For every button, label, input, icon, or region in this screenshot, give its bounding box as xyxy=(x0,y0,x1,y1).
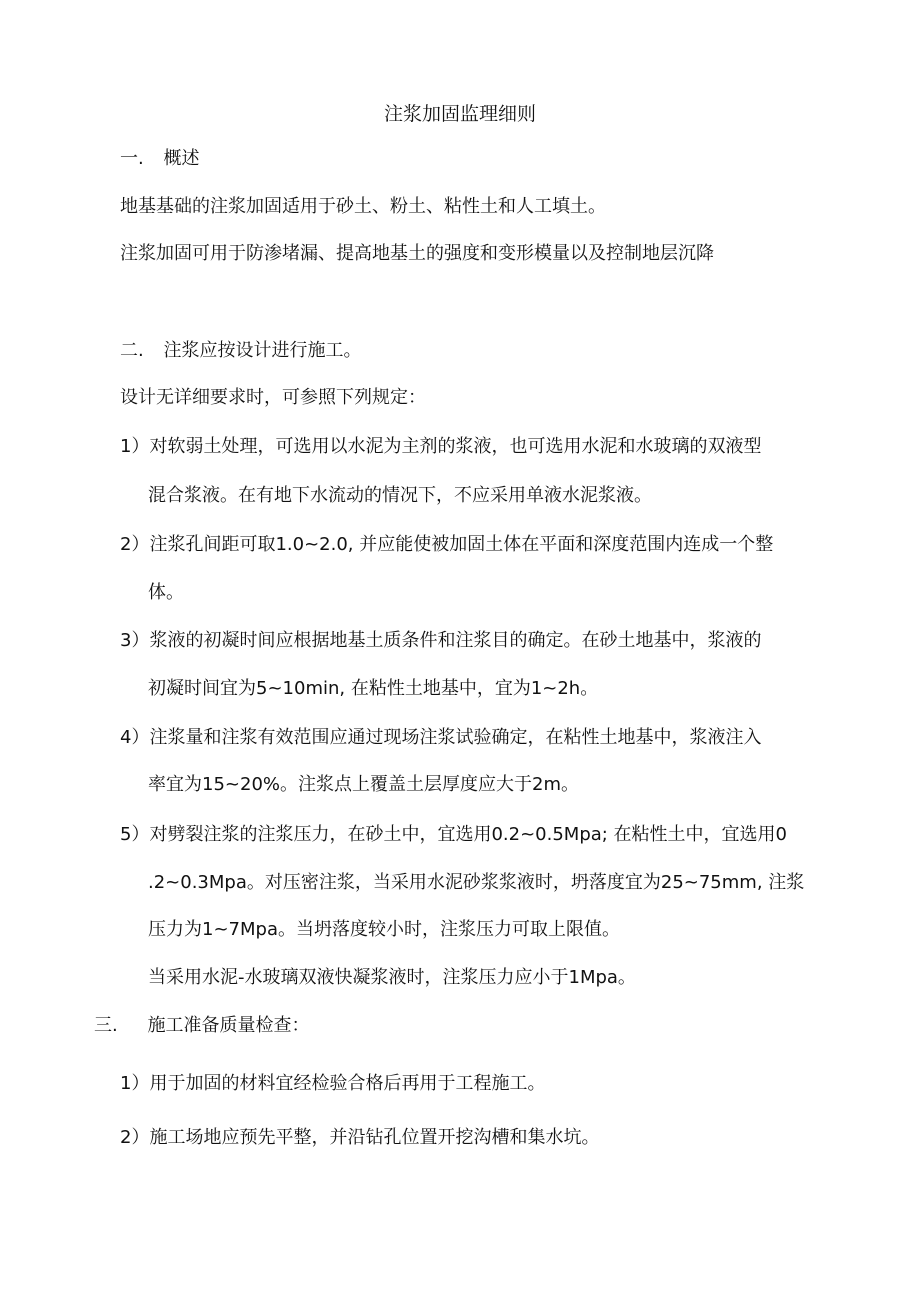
list-item-text: 施工场地应预先平整，并沿钻孔位置开挖沟槽和集水坑。 xyxy=(149,1127,600,1148)
document-title: 注浆加固监理细则 xyxy=(383,103,536,125)
list-item xyxy=(120,823,787,847)
section3-heading xyxy=(94,1014,309,1038)
list-item-text: 浆液的初凝时间应根据地基土质条件和注浆目的确定。在砂土地基中，浆液的 xyxy=(149,630,762,651)
list-item-text: 对软弱土处理，可选用以水泥为主剂的浆液，也可选用水泥和水玻璃的双液型 xyxy=(149,436,762,457)
list-item xyxy=(120,1126,599,1150)
list-item-number: 1） xyxy=(120,436,150,457)
list-item-continuation: 初凝时间宜为5~10min, 在粘性土地基中，宜为1~2h。 xyxy=(148,678,599,699)
list-item xyxy=(120,435,761,459)
list-item-continuation: 混合浆液。在有地下水流动的情况下，不应采用单液水泥浆液。 xyxy=(148,485,652,506)
list-item xyxy=(120,1072,545,1096)
list-item-continuation: .2~0.3Mpa。对压密注浆，当采用水泥砂浆浆液时，坍落度宜为25~75mm, 注浆 xyxy=(148,872,805,893)
list-item xyxy=(120,726,761,750)
list-item-text: 注浆量和注浆有效范围应通过现场注浆试验确定，在粘性土地基中，浆液注入 xyxy=(149,727,762,748)
list-item-continuation: 当采用水泥-水玻璃双液快凝浆液时，注浆压力应小于1Mpa。 xyxy=(148,967,636,988)
list-item xyxy=(120,629,761,653)
section2-intro: 设计无详细要求时，可参照下列规定： xyxy=(120,387,426,408)
list-item-text: 注浆孔间距可取1.0~2.0, 并应能使被加固土体在平面和深度范围内连成一个整 xyxy=(149,534,774,555)
list-item-number: 4） xyxy=(120,727,150,748)
list-item xyxy=(120,533,773,557)
list-item-number: 1） xyxy=(120,1073,150,1094)
section3-heading-number: 三. xyxy=(94,1015,118,1036)
list-item-text: 用于加固的材料宜经检验合格后再用于工程施工。 xyxy=(149,1073,546,1094)
section1-heading-text: 概述 xyxy=(163,148,200,169)
section1-heading xyxy=(120,147,199,171)
list-item-continuation: 体。 xyxy=(148,582,184,603)
list-item-continuation: 率宜为15~20%。注浆点上覆盖土层厚度应大于2m。 xyxy=(148,774,579,795)
list-item-number: 3） xyxy=(120,630,150,651)
section2-heading-text: 注浆应按设计进行施工。 xyxy=(163,340,362,361)
section1-heading-number: 一. xyxy=(120,148,144,169)
section1-paragraph: 注浆加固可用于防渗堵漏、提高地基土的强度和变形模量以及控制地层沉降 xyxy=(120,243,714,264)
section1-paragraph: 地基基础的注浆加固适用于砂土、粉土、粘性土和人工填土。 xyxy=(120,196,606,217)
list-item-number: 2） xyxy=(120,1127,150,1148)
list-item-number: 5） xyxy=(120,824,150,845)
list-item-number: 2） xyxy=(120,534,150,555)
section3-heading-text: 施工准备质量检查： xyxy=(147,1015,310,1036)
section2-heading-number: 二. xyxy=(120,340,144,361)
section2-heading xyxy=(120,339,361,363)
list-item-continuation: 压力为1~7Mpa。当坍落度较小时，注浆压力可取上限值。 xyxy=(148,919,620,940)
list-item-text: 对劈裂注浆的注浆压力，在砂土中，宜选用0.2~0.5Mpa; 在粘性土中，宜选用0 xyxy=(149,824,788,845)
